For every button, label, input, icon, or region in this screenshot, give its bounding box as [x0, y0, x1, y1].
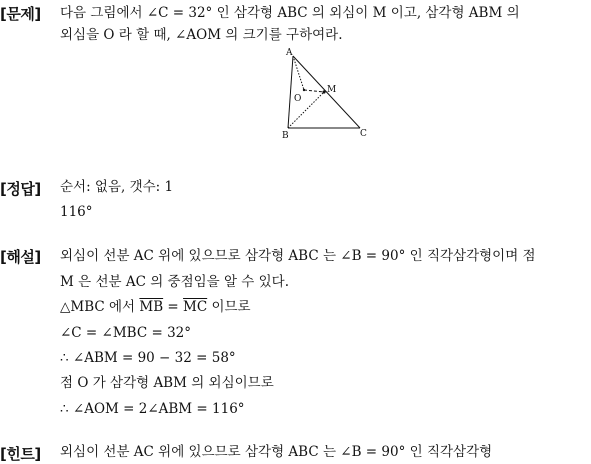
triangle-figure: [282, 46, 382, 140]
segment-om: [304, 90, 324, 92]
side-ab: [288, 56, 293, 128]
solution-line-1: 외심이 선분 AC 위에 있으므로 삼각형 ABC 는 ∠B = 90° 인 직각삼각형이며 점: [60, 248, 536, 264]
label-m: M: [327, 85, 337, 95]
hint-label: [힌트]: [0, 445, 41, 463]
label-c: C: [360, 129, 367, 139]
hint-line-1: 외심이 선분 AC 위에 있으므로 삼각형 ABC 는 ∠B = 90° 인 직각삼각형: [60, 444, 493, 460]
point-o: [303, 89, 305, 91]
segment-mc-overline: $\overline{MC}$: [183, 299, 208, 315]
problem-text-line-1: 다음 그림에서 ∠C = 32° 인 삼각형 ABC 의 외심이 M 이고, 삼각형 ABM 의: [60, 5, 520, 21]
solution-line-2: M 은 선분 AC 의 중점임을 알 수 있다.: [60, 274, 290, 290]
solution-line-6: 점 O 가 삼각형 ABM 의 외심이므로: [60, 375, 274, 391]
point-m: [322, 90, 325, 93]
solution-label: [해설]: [0, 248, 41, 266]
answer-label: [정답]: [0, 180, 41, 198]
solution-line-3: [60, 297, 251, 317]
segment-ao: [293, 56, 304, 90]
solution-line-7: ∴ ∠AOM = 2∠ABM = 116°: [60, 401, 245, 417]
label-b: B: [282, 131, 289, 140]
segment-mb-overline: $\overline{MB}$: [139, 299, 164, 315]
solution-line-4: ∠C = ∠MBC = 32°: [60, 325, 191, 341]
problem-label: [문제]: [0, 5, 41, 23]
solution-line-5: ∴ ∠ABM = 90 − 32 = 58°: [60, 350, 236, 366]
answer-value: 116°: [60, 204, 93, 220]
label-a: A: [286, 48, 293, 58]
label-o: O: [294, 94, 302, 104]
solution-line-3-suffix: 이므로: [207, 299, 251, 315]
solution-line-3-eq: =: [163, 299, 184, 315]
solution-line-3-prefix: △MBC 에서: [60, 299, 140, 315]
answer-text-line-1: 순서: 없음, 갯수: 1: [60, 179, 174, 195]
problem-text-line-2: 외심을 O 라 할 때, ∠AOM 의 크기를 구하여라.: [60, 27, 343, 43]
